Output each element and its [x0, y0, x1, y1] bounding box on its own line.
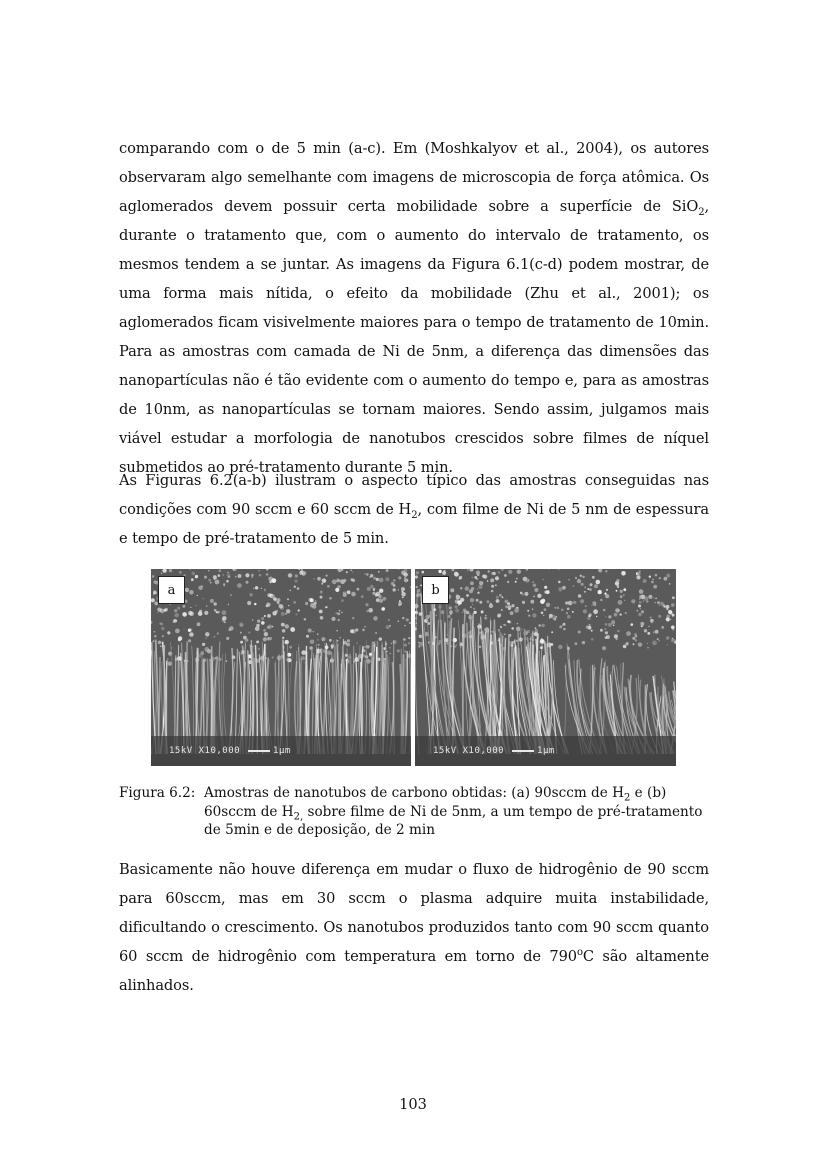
panel-label-a: a: [158, 576, 185, 604]
panel-label-b: b: [422, 576, 449, 604]
caption-part-1: Amostras de nanotubos de carbono obtidas: (a) 90sccm de H: [204, 785, 624, 801]
caption-label: Figura 6.2:: [119, 785, 196, 801]
sem-info-bar-b: [433, 746, 555, 756]
paragraph-1: [119, 134, 709, 482]
paragraph-1-subscript: 2: [698, 206, 705, 218]
caption-subscript-2: 2,: [293, 811, 304, 823]
paragraph-3: [119, 855, 709, 1000]
caption-part-2: e (b) 60sccm de H: [204, 785, 667, 820]
paragraph-2-text-b: , com filme de Ni de 5 nm de espessura e tempo de pré-tratamento de 5 min.: [119, 501, 710, 547]
scale-bar-a: [248, 750, 270, 752]
paragraph-1-text-a: comparando com o de 5 min (a-c). Em (Moshkalyov et al., 2004), os autores observaram algo semelhante com imagens de microscopia de força atômica. Os aglomerados devem possuir certa mobilidade sobre a superfície de SiO: [119, 140, 709, 215]
sem-image-b: [415, 569, 676, 766]
scale-bar-b: [512, 750, 534, 752]
sem-scale-b: 1µm: [537, 746, 555, 756]
paragraph-2-text-a: As Figuras 6.2(a-b) ilustram o aspecto típico das amostras conseguidas nas condições com 90 sccm e 60 sccm de H: [119, 472, 709, 518]
caption-subscript-1: 2: [623, 792, 631, 804]
sem-voltage-b: 15kV: [433, 746, 457, 756]
paragraph-3-text-b: C são altamente alinhados.: [119, 948, 709, 994]
nanotube-texture-a: [151, 569, 411, 766]
paragraph-2-subscript: 2: [411, 509, 418, 521]
sem-voltage-a: 15kV: [169, 746, 193, 756]
paragraph-1-text-b: , durante o tratamento que, com o aumento do intervalo de tratamento, os mesmos tendem a se juntar. As imagens da Figura 6.1(c-d) podem mostrar, de uma forma mais nítida, o efeito da mobilidade (Zhu et al., 2001); os aglomerados ficam visivelmente maiores para o tempo de tratamento de 10min. Para as amostras com camada de Ni de 5nm, a diferença das dimensões das nanopartículas não é tão evidente com o aumento do tempo e, para as amostras de 10nm, as nanopartículas se tornam maiores. Sendo assim, julgamos mais viável estudar a morfologia de nanotubos crescidos sobre filmes de níquel submetidos ao pré-tratamento durante 5 min.: [119, 198, 709, 476]
caption-part-3: sobre filme de Ni de 5nm, a um tempo de pré-tratamento de 5min e de deposição, de 2 min: [204, 803, 703, 838]
sem-image-a: [151, 569, 411, 766]
sem-magnification-a: X10,000: [198, 746, 241, 756]
sem-magnification-b: X10,000: [462, 746, 505, 756]
degree-superscript: o: [576, 947, 583, 959]
paragraph-3-text-a: Basicamente não houve diferença em mudar o fluxo de hidrogênio de 90 sccm para 60sccm, mas em 30 sccm o plasma adquire muita instabilidade, dificultando o crescimento. Os nanotubos produzidos tanto com 90 sccm quanto 60 sccm de hidrogênio com temperatura em torno de 790: [119, 861, 709, 965]
nanotube-texture-b: [415, 569, 676, 766]
page-number: 103: [399, 1096, 427, 1113]
paragraph-2: [119, 466, 709, 553]
figure-6-2: [151, 569, 676, 766]
sem-scale-a: 1µm: [273, 746, 291, 756]
sem-info-bar-a: [169, 746, 291, 756]
caption-text: [204, 784, 709, 840]
